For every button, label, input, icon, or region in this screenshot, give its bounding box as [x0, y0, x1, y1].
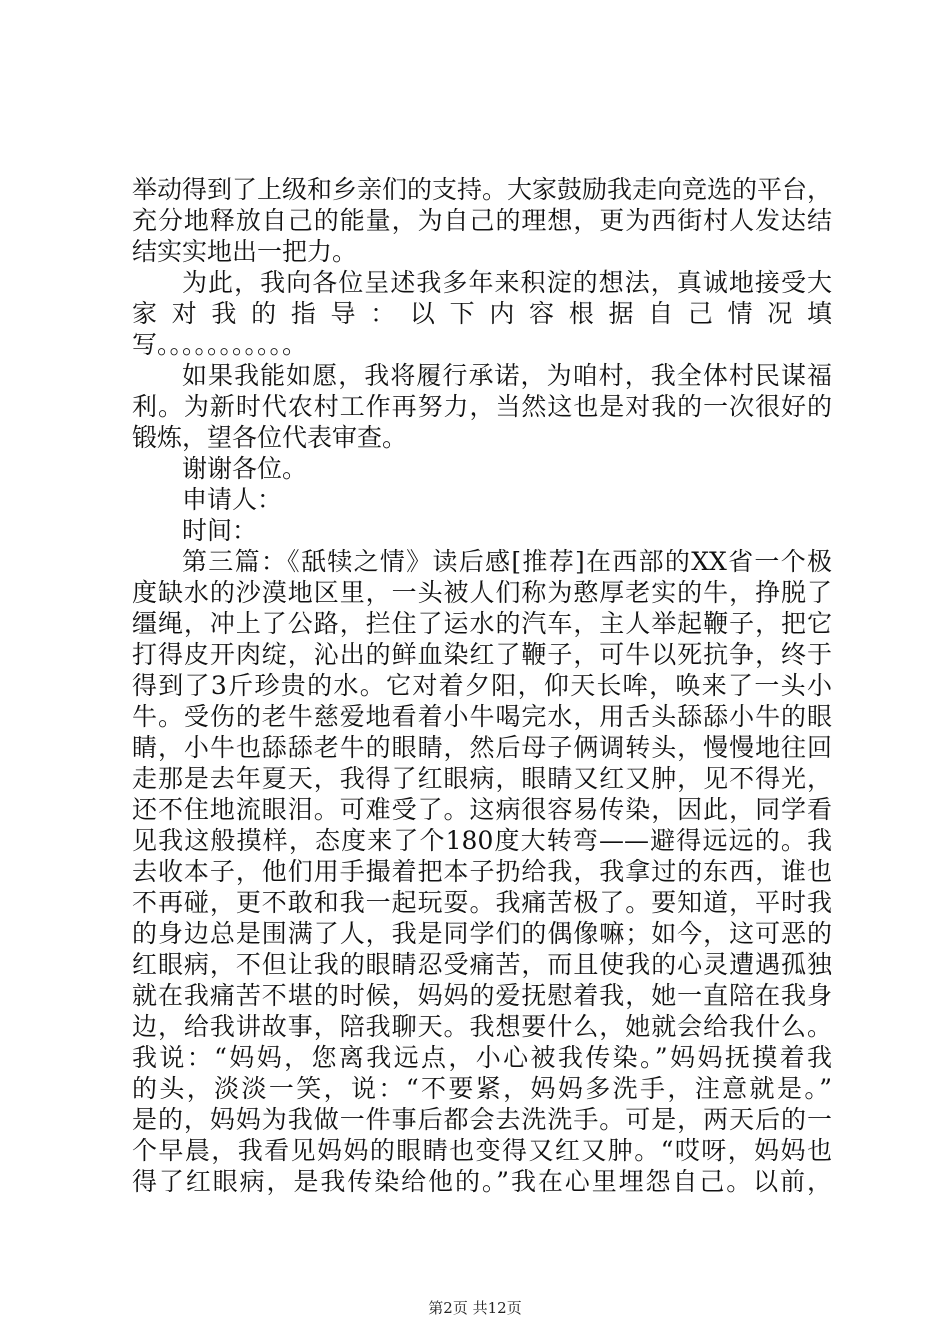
- closing-thanks: 谢谢各位。: [182, 454, 308, 483]
- text-line: 得了红眼病，是我传染给他的。”我在心里埋怨自己。以前，: [132, 1167, 832, 1196]
- page-number: 第2页 共12页: [428, 1299, 522, 1317]
- text-line: 打得皮开肉绽，沁出的鲜血染红了鞭子，可牛以死抗争，终于: [132, 640, 832, 669]
- text-line: 是的，妈妈为我做一件事后都会去洗洗手。可是，两天后的一: [132, 1105, 832, 1134]
- text-line: 写。。。。。。。。。。。: [132, 330, 308, 359]
- text-line: 我说：“妈妈，您离我远点，小心被我传染。”妈妈抚摸着我: [132, 1043, 832, 1072]
- section-heading-line: 第三篇：《舐犊之情》读后感[推荐]在西部的XX省一个极: [182, 547, 832, 576]
- text-line: 见我这般摸样，态度来了个180度大转弯——避得远远的。我: [132, 826, 832, 855]
- text-line: 就在我痛苦不堪的时候，妈妈的爱抚慰着我，她一直陪在我身: [132, 981, 832, 1010]
- text-line: 不再碰，更不敢和我一起玩耍。我痛苦极了。要知道，平时我: [132, 888, 832, 917]
- text-line: 得到了3斤珍贵的水。它对着夕阳，仰天长哞，唤来了一头小: [132, 671, 832, 700]
- text-line: 个早晨，我看见妈妈的眼睛也变得又红又肿。“哎呀，妈妈也: [132, 1136, 832, 1165]
- text-line: 的头，淡淡一笑，说：“不要紧，妈妈多洗手，注意就是。”: [132, 1074, 832, 1103]
- text-line: 缰绳，冲上了公路，拦住了运水的汽车，主人举起鞭子，把它: [132, 609, 832, 638]
- paragraph-start-line: 为此，我向各位呈述我多年来积淀的想法，真诚地接受大: [182, 268, 832, 297]
- text-line: 家 对 我 的 指 导 ： 以 下 内 容 根 据 自 己 情 况 填: [132, 299, 832, 328]
- text-line: 的身边总是围满了人，我是同学们的偶像嘛；如今，这可恶的: [132, 919, 832, 948]
- text-line: 边，给我讲故事，陪我聊天。我想要什么，她就会给我什么。: [132, 1012, 832, 1041]
- text-line: 结实实地出一把力。: [132, 237, 358, 266]
- text-line: 走那是去年夏天，我得了红眼病，眼睛又红又肿，见不得光，: [132, 764, 832, 793]
- applicant-label: 申请人：: [182, 485, 283, 514]
- text-line: 还不住地流眼泪。可难受了。这病很容易传染，因此，同学看: [132, 795, 832, 824]
- text-line: 利。为新时代农村工作再努力，当然这也是对我的一次很好的: [132, 392, 832, 421]
- document-body: [132, 174, 832, 1197]
- date-label: 时间：: [182, 516, 258, 545]
- paragraph-start-line: 如果我能如愿，我将履行承诺，为咱村，我全体村民谋福: [182, 361, 832, 390]
- text-line: 举动得到了上级和乡亲们的支持。大家鼓励我走向竞选的平台，: [132, 175, 833, 204]
- text-line: 锻炼，望各位代表审查。: [132, 423, 408, 452]
- text-line: 红眼病，不但让我的眼睛忍受痛苦，而且使我的心灵遭遇孤独: [132, 950, 832, 979]
- text-line: 去收本子，他们用手撮着把本子扔给我，我拿过的东西，谁也: [132, 857, 832, 886]
- text-line: 充分地释放自己的能量，为自己的理想，更为西街村人发达结: [132, 206, 832, 235]
- text-line: 度缺水的沙漠地区里，一头被人们称为憨厚老实的牛，挣脱了: [132, 578, 832, 607]
- text-line: 牛。受伤的老牛慈爱地看着小牛喝完水，用舌头舔舔小牛的眼: [132, 702, 832, 731]
- text-line: 睛，小牛也舔舔老牛的眼睛，然后母子俩调转头，慢慢地往回: [132, 733, 832, 762]
